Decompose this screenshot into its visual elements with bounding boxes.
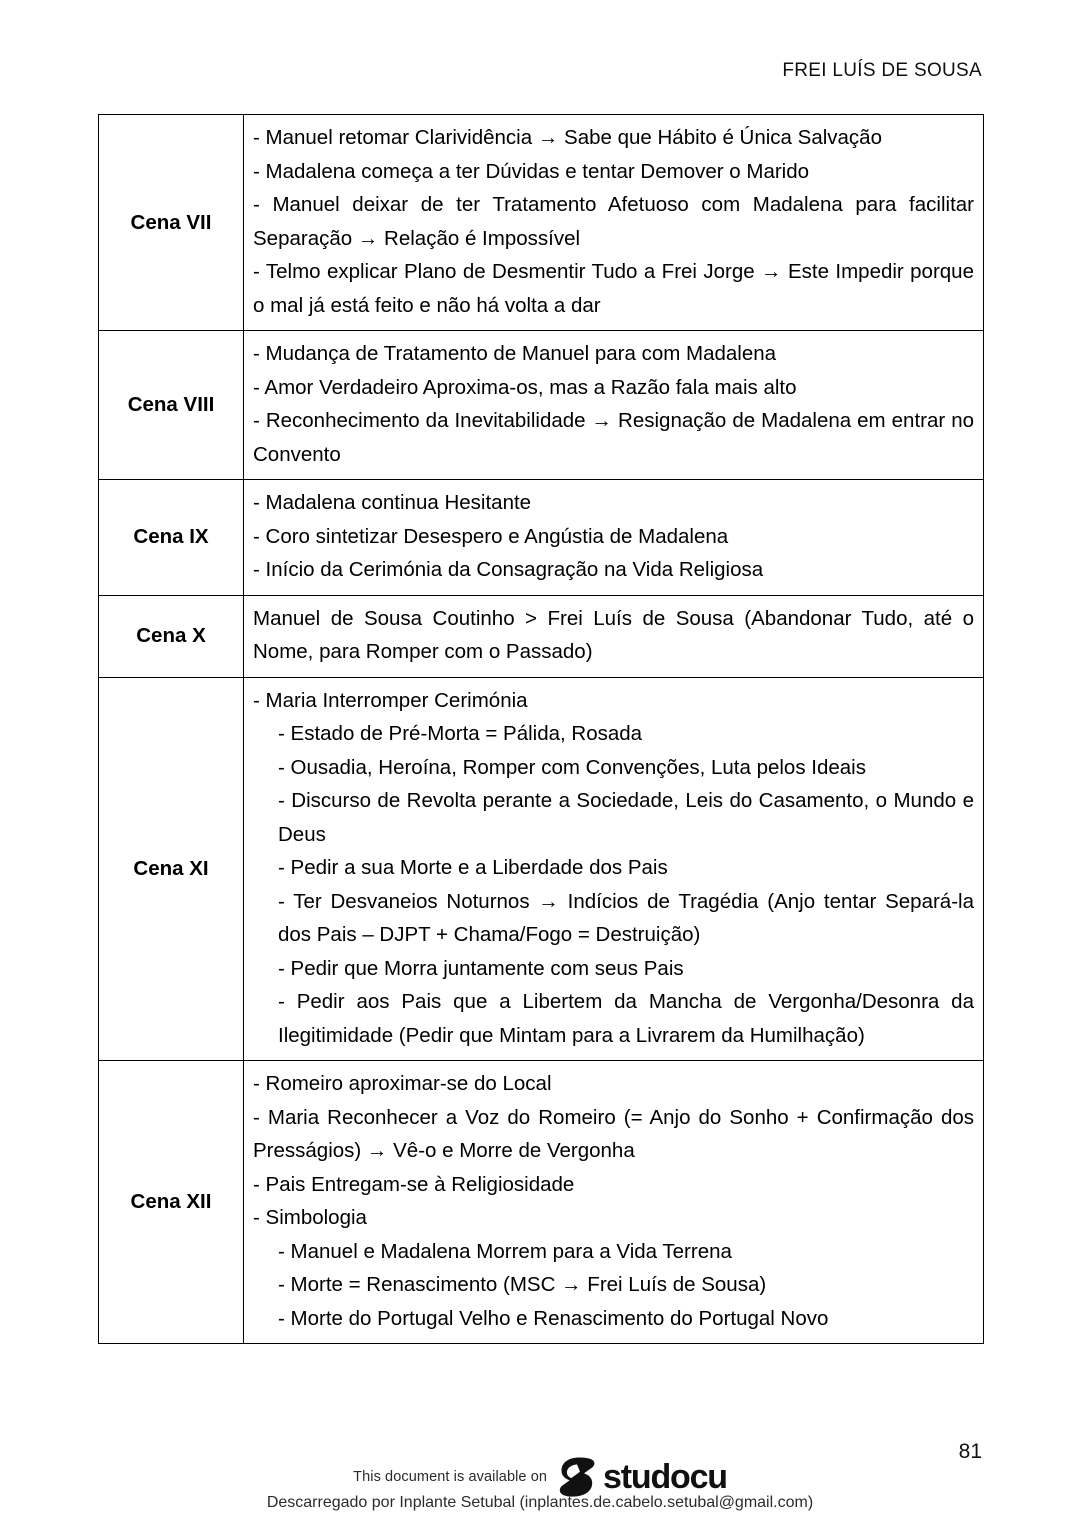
table-row <box>99 331 984 480</box>
scene-line: - Início da Cerimónia da Consagração na Vida Religiosa <box>253 558 764 581</box>
scene-content-cell <box>244 677 984 1061</box>
scene-line: - Manuel e Madalena Morrem para a Vida Terrena <box>278 1239 732 1263</box>
table-row <box>99 677 984 1061</box>
scene-line: - Reconhecimento da Inevitabilidade → Resignação de Madalena em entrar no Convento <box>253 409 974 466</box>
scene-line: - Pedir aos Pais que a Libertem da Mancha de Vergonha/Desonra da Ilegitimidade (Pedir que Mintam para a Livrarem da Humilhação) <box>278 990 974 1047</box>
studocu-logo-icon <box>559 1457 597 1497</box>
scene-label-cell: Cena XII <box>99 1061 244 1344</box>
scene-line: - Mudança de Tratamento de Manuel para com Madalena <box>253 342 777 365</box>
scene-label-cell: Cena VII <box>99 115 244 331</box>
studocu-brand <box>559 1457 727 1497</box>
table-row <box>99 595 984 677</box>
scene-line: - Romeiro aproximar-se do Local <box>253 1072 552 1095</box>
scene-label-cell: Cena IX <box>99 480 244 596</box>
scene-line: - Pedir a sua Morte e a Liberdade dos Pais <box>278 856 668 879</box>
scene-content-cell <box>244 115 984 331</box>
scene-line: - Manuel deixar de ter Tratamento Afetuoso com Madalena para facilitar Separação → Relação é Impossível <box>253 193 974 250</box>
scene-line: - Coro sintetizar Desespero e Angústia de Madalena <box>253 524 729 548</box>
scene-line: - Amor Verdadeiro Aproxima-os, mas a Razão fala mais alto <box>253 375 797 399</box>
table-row <box>99 115 984 331</box>
scene-content-cell <box>244 595 984 677</box>
watermark-prefix-text: This document is available on <box>353 1469 548 1485</box>
scene-label-cell: Cena VIII <box>99 331 244 480</box>
scene-label-cell: Cena X <box>99 595 244 677</box>
scene-line: - Ousadia, Heroína, Romper com Convenções, Luta pelos Ideais <box>278 755 866 779</box>
scene-line: - Simbologia <box>253 1206 367 1229</box>
table-row <box>99 480 984 596</box>
scene-content-cell <box>244 1061 984 1344</box>
scene-label-cell: Cena XI <box>99 677 244 1061</box>
studocu-watermark <box>0 1457 1080 1497</box>
scene-line: - Madalena continua Hesitante <box>253 491 532 514</box>
scene-content-cell <box>244 331 984 480</box>
scene-line: - Maria Reconhecer a Voz do Romeiro (= Anjo do Sonho + Confirmação dos Presságios) → Vê-o e Morre de Vergonha <box>253 1105 974 1162</box>
table-row <box>99 1061 984 1344</box>
scene-summary-table <box>98 114 984 1344</box>
scene-table-body <box>99 115 984 1344</box>
scene-line: - Discurso de Revolta perante a Sociedade, Leis do Casamento, o Mundo e Deus <box>278 789 974 846</box>
scene-line: - Morte do Portugal Velho e Renascimento do Portugal Novo <box>278 1306 829 1330</box>
scene-line: Manuel de Sousa Coutinho > Frei Luís de Sousa (Abandonar Tudo, até o Nome, para Romper com o Passado) <box>253 606 974 663</box>
running-header: FREI LUÍS DE SOUSA <box>782 60 982 81</box>
scene-line: - Pais Entregam-se à Religiosidade <box>253 1172 575 1196</box>
scene-line: - Telmo explicar Plano de Desmentir Tudo a Frei Jorge → Este Impedir porque o mal já está feito e não há volta a dar <box>253 260 974 317</box>
scene-line: - Morte = Renascimento (MSC → Frei Luís de Sousa) <box>278 1273 767 1296</box>
scene-line: - Manuel retomar Clarividência → Sabe que Hábito é Única Salvação <box>253 126 882 149</box>
studocu-wordmark: studocu <box>603 1458 727 1496</box>
page-number: 81 <box>958 1440 982 1463</box>
download-attribution: Descarregado por Inplante Setubal (inplantes.de.cabelo.setubal@gmail.com) <box>266 1494 814 1511</box>
scene-line: - Ter Desvaneios Noturnos → Indícios de Tragédia (Anjo tentar Separá-la dos Pais – DJPT + Chama/Fogo = Destruição) <box>278 889 974 946</box>
scene-line: - Maria Interromper Cerimónia <box>253 688 528 712</box>
scene-line: - Madalena começa a ter Dúvidas e tentar Demover o Marido <box>253 159 810 183</box>
scene-line: - Estado de Pré-Morta = Pálida, Rosada <box>278 722 643 745</box>
scene-content-cell <box>244 480 984 596</box>
scene-line: - Pedir que Morra juntamente com seus Pais <box>278 956 684 980</box>
